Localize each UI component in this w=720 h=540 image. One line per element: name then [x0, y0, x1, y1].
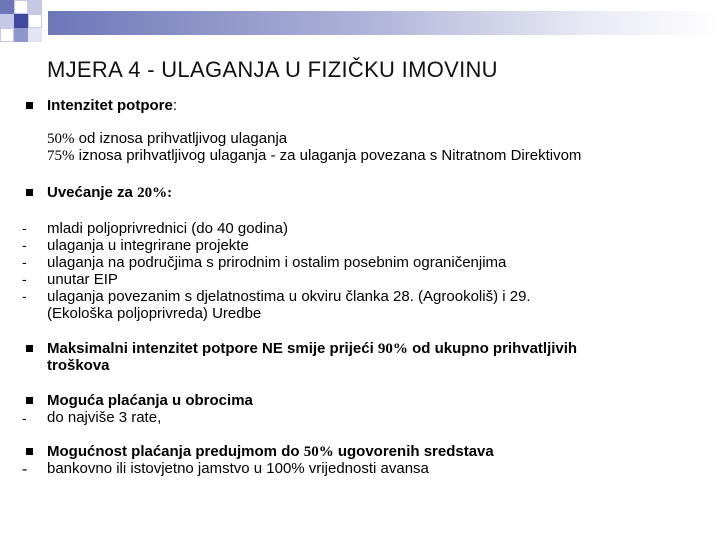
increase-item-continuation: (Ekološka poljoprivreda) Uredbe: [47, 305, 262, 322]
installments-label: Moguća plaćanja u obrocima: [47, 392, 253, 409]
header-gradient-bar: [48, 11, 720, 35]
intensity-line-2-text: iznosa prihvatljivog ulaganja - za ulaganja povezana s Nitratnom Direktivom: [74, 147, 582, 164]
dash-marker: -: [22, 237, 27, 253]
deco-square-8: [14, 28, 28, 42]
bullet-installments: [26, 397, 33, 404]
deco-square-6: [28, 14, 42, 28]
max-intensity-line-2: troškova: [47, 357, 110, 374]
increase-item: ulaganja na područjima s prirodnim i ostalim posebnim ograničenjima: [47, 254, 507, 271]
max-intensity-line-1: [47, 340, 577, 358]
intensity-line-2-pct: 75%: [47, 148, 75, 164]
advance-text-a: Mogućnost plaćanja predujmom do: [47, 443, 304, 460]
deco-square-5: [14, 14, 28, 28]
dash-marker: -: [22, 220, 27, 236]
intensity-line-1-pct: 50%: [47, 131, 75, 147]
dash-marker: -: [22, 410, 27, 426]
increase-item: mladi poljoprivrednici (do 40 godina): [47, 220, 288, 237]
deco-square-2: [14, 0, 28, 14]
intensity-line-2: [47, 147, 581, 165]
bullet-max-intensity: [26, 345, 33, 352]
intensity-line-1: [47, 130, 287, 148]
increase-heading: [47, 184, 172, 202]
increase-item: unutar EIP: [47, 271, 118, 288]
deco-square-4: [0, 14, 14, 28]
installments-detail: do najviše 3 rate,: [47, 409, 162, 426]
max-intensity-text-a: Maksimalni intenzitet potpore NE smije prijeći: [47, 340, 378, 357]
bullet-increase: [26, 189, 33, 196]
intensity-heading: [47, 97, 177, 114]
max-intensity-text-b: od ukupno prihvatljivih: [407, 340, 578, 357]
deco-square-1: [0, 0, 14, 14]
dash-marker: -: [22, 461, 28, 478]
intensity-colon: :: [172, 97, 177, 114]
advance-pct: 50%: [303, 444, 334, 460]
max-intensity-pct: 90%: [377, 341, 408, 357]
bullet-advance: [26, 448, 33, 455]
dash-marker: -: [22, 254, 27, 270]
deco-square-3: [28, 0, 42, 14]
increase-pct: 20%:: [137, 185, 173, 201]
intensity-label: Intenzitet potpore: [47, 97, 173, 114]
advance-line-1: [47, 443, 494, 461]
dash-marker: -: [22, 288, 27, 304]
increase-label: Uvećanje za: [47, 184, 138, 201]
advance-detail: bankovno ili istovjetno jamstvo u 100% vrijednosti avansa: [47, 460, 429, 477]
deco-square-7: [0, 28, 14, 42]
intensity-line-1-text: od iznosa prihvatljivog ulaganja: [74, 130, 288, 147]
slide-title: MJERA 4 - ULAGANJA U FIZIČKU IMOVINU: [47, 57, 498, 82]
increase-item: ulaganja povezanim s djelatnostima u okviru članka 28. (Agrookoliš) i 29.: [47, 288, 531, 305]
deco-square-9: [28, 28, 42, 42]
bullet-intensity: [26, 102, 33, 109]
advance-text-b: ugovorenih sredstava: [333, 443, 494, 460]
increase-item: ulaganja u integrirane projekte: [47, 237, 249, 254]
dash-marker: -: [22, 271, 27, 287]
